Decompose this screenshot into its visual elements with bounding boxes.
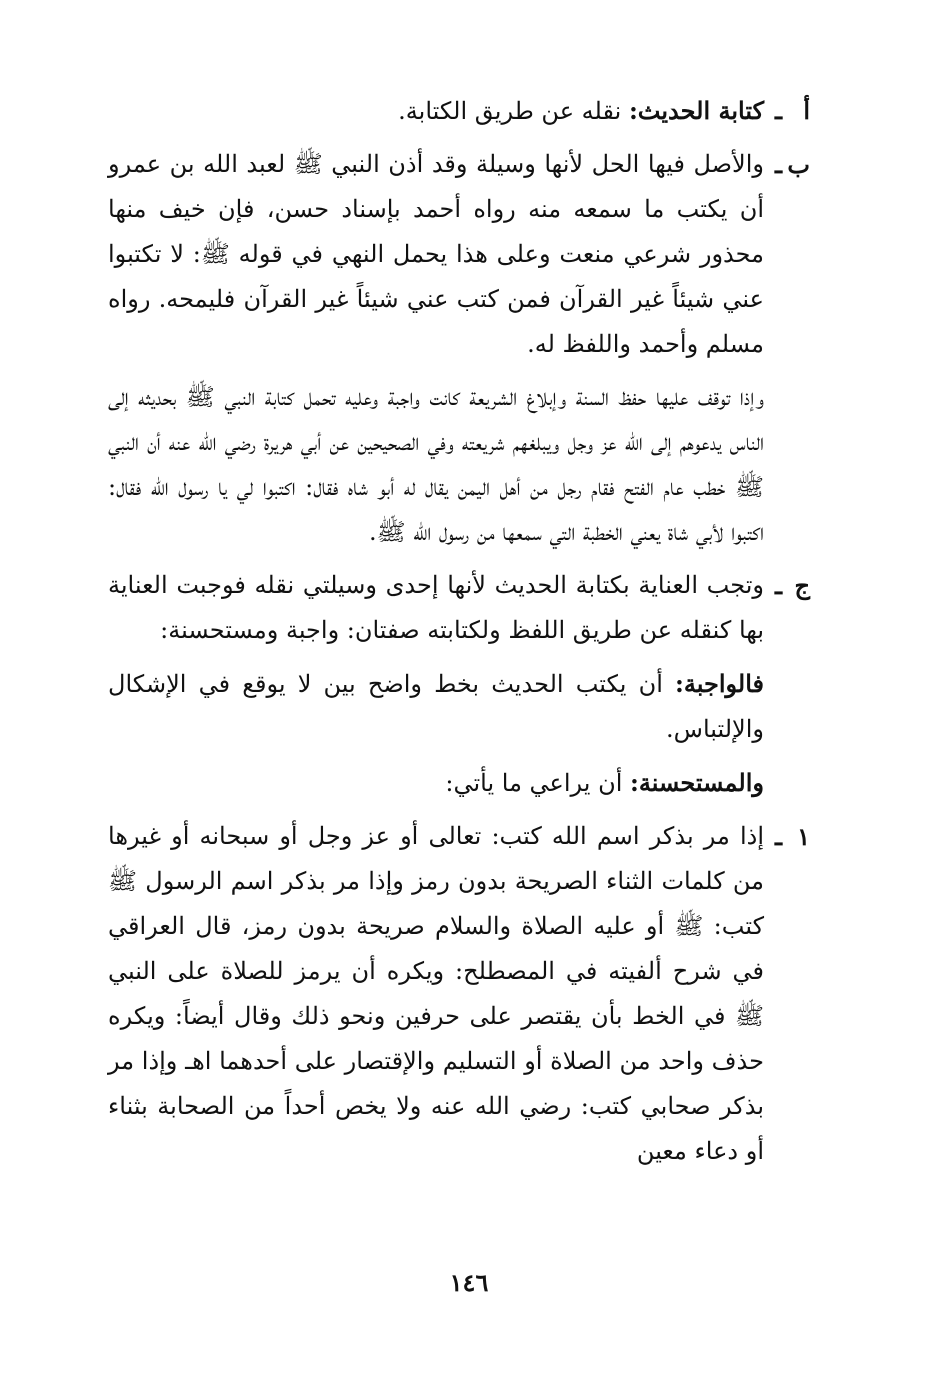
section-c [108,563,810,653]
recommended-term: والمستحسنة: [630,768,764,797]
section-b [108,142,810,367]
section-c-body: وتجب العناية بكتابة الحديث لأنها إحدى وسيلتي نقله فوجبت العناية بها كنقله عن طريق اللفظ ولكتابته صفتان: واجبة ومستحسنة: [108,571,764,644]
section-a-term: كتابة الحديث: [628,96,764,125]
paragraph-b2: وإذا توقف عليها حفظ السنة وإبلاغ الشريعة كانت واجبة وعليه تحمل كتابة النبي ﷺ بحديثه إلى الناس يدعوهم إلى الله عز وجل ويبلغهم شريعته وفي الصحيحين عن أبي هريرة رضي الله عنه أن النبي ﷺ خطب عام الفتح فقام رجل من أهل اليمن يقال له أبو شاه فقال: اكتبوا لي يا رسول الله فقال: اكتبوا لأبي شاة يعني الخطبة التي سمعها من رسول الله ﷺ. [108,383,764,546]
section-b-marker: ب [787,150,810,179]
section-b-dash: ـ [774,150,782,179]
section-a-dash: ـ [774,96,782,125]
section-a-text: نقله عن طريق الكتابة. [398,97,622,125]
obligatory-term: فالواجبة: [675,669,764,698]
section-a-marker: أ [803,96,810,125]
section-c-marker: ج [794,571,810,600]
list-item-1-marker: ١ [797,822,810,851]
section-a-body [108,88,810,134]
recommended-text: أن يراعي ما يأتي: [445,769,623,797]
list-item-1 [108,814,810,1174]
section-b-body: والأصل فيها الحل لأنها وسيلة وقد أذن النبي ﷺ لعبد الله بن عمرو أن يكتب ما سمعه منه رواه أحمد بإسناد حسن، فإن خيف منها محذور شرعي منعت وعلى هذا يحمل النهي في قوله ﷺ: لا تكتبوا عني شيئاً غير القرآن فمن كتب عني شيئاً غير القرآن فليمحه. رواه مسلم وأحمد واللفظ له. [108,150,764,358]
list-item-1-body: إذا مر بذكر اسم الله كتب: تعالى أو عز وجل أو سبحانه أو غيرها من كلمات الثناء الصريحة بدون رمز وإذا مر بذكر اسم الرسول ﷺ كتب: ﷺ أو عليه الصلاة والسلام صريحة بدون رمز، قال العراقي في شرح ألفيته في المصطلح: ويكره أن يرمز للصلاة على النبي ﷺ في الخط بأن يقتصر على حرفين ونحو ذلك وقال أيضاً: ويكره حذف واحد من الصلاة أو التسليم والإقتصار على أحدهما اهـ وإذا مر بذكر صحابي كتب: رضي الله عنه ولا يخص أحداً من الصحابة بثناء أو دعاء معين [108,822,765,1165]
obligatory-paragraph [108,661,810,752]
obligatory-text: أن يكتب الحديث بخط واضح بين لا يوقع في الإشكال والإلتباس. [108,670,764,743]
recommended-paragraph [108,760,810,806]
page-body [108,88,810,1174]
page-number: ١٤٦ [449,1268,489,1297]
list-item-1-dash: ـ [774,822,782,851]
section-a [108,88,810,134]
section-c-dash: ـ [774,571,782,600]
